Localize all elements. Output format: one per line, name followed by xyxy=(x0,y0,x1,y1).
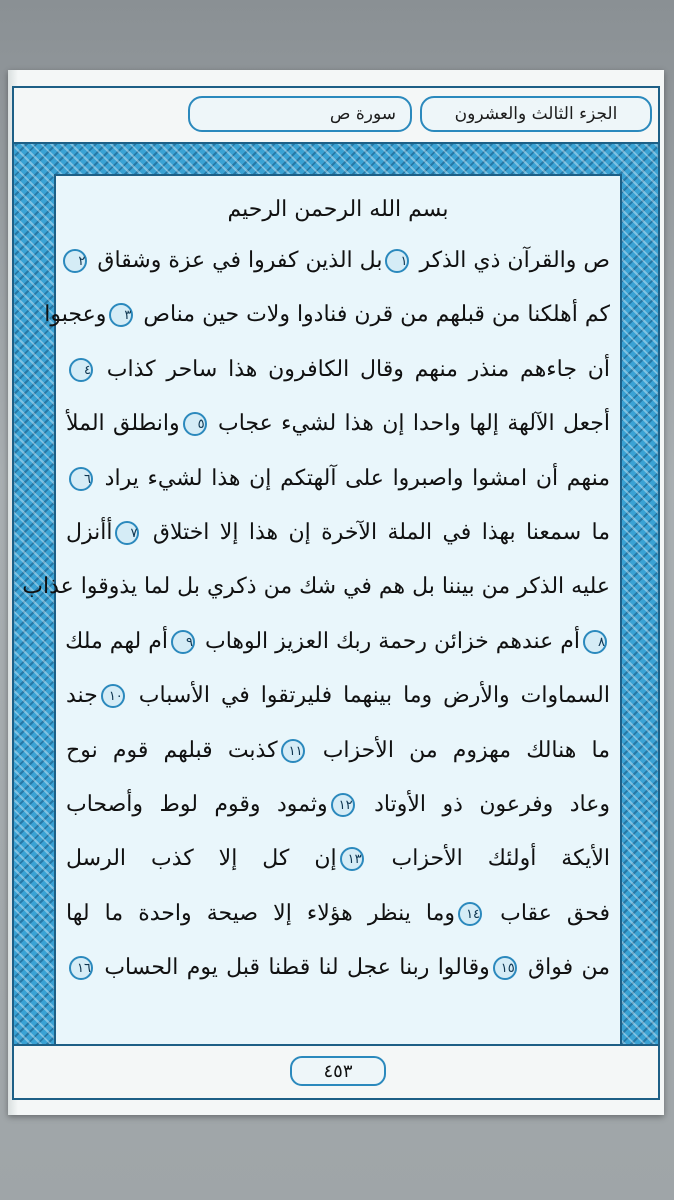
verse-line xyxy=(44,288,610,342)
juz-title: الجزء الثالث والعشرون xyxy=(420,96,652,132)
verse-line xyxy=(66,234,610,288)
verse-line xyxy=(66,669,610,723)
verse-line xyxy=(66,343,610,397)
ayah-number-marker: ١٥ xyxy=(493,956,517,980)
ayah-number-marker: ١٦ xyxy=(69,956,93,980)
verse-text: وعاد وفرعون ذو الأوتاد xyxy=(357,791,610,817)
verse-text: أم لهم ملك xyxy=(65,628,168,654)
ayah-number-marker: ٦ xyxy=(69,467,93,491)
verse-text: منهم أن امشوا واصبروا على آلهتكم إن هذا لشيء يراد xyxy=(96,465,610,491)
verse-lines xyxy=(22,234,611,995)
verse-line xyxy=(66,778,610,832)
verse-line xyxy=(66,615,610,669)
verse-line xyxy=(66,832,610,886)
ayah-number-marker: ١١ xyxy=(281,739,305,763)
verse-text: فحق عقاب xyxy=(485,900,610,926)
verse-line xyxy=(66,724,610,778)
verse-line xyxy=(66,887,610,941)
verse-text: بل الذين كفروا في عزة وشقاق xyxy=(90,248,383,273)
ayah-number-marker: ٩ xyxy=(171,630,195,654)
verse-text: وثمود وقوم لوط وأصحاب xyxy=(66,791,328,817)
verse-text: وقالوا ربنا عجل لنا قطنا قبل يوم الحساب xyxy=(96,955,490,981)
verse-line xyxy=(66,452,610,506)
ayah-number-marker: ٣ xyxy=(109,303,133,327)
verse-text: عليه الذكر من بيننا بل هم في شك من ذكري بل لما يذوقوا عذاب xyxy=(22,574,610,600)
verse-text: أجعل الآلهة إلها واحدا إن هذا لشيء عجاب xyxy=(209,411,610,437)
ornamental-frame xyxy=(12,86,660,1100)
verse-text: ما هنالك مهزوم من الأحزاب xyxy=(307,737,611,763)
verse-text: ما سمعنا بهذا في الملة الآخرة إن هذا إلا اختلاق xyxy=(142,519,610,545)
ayah-number-marker: ٢ xyxy=(63,249,87,273)
ayah-number-marker: ١٠ xyxy=(101,684,125,708)
page-header xyxy=(14,88,658,144)
verse-text: وعجبوا xyxy=(44,302,107,328)
verse-text: ص والقرآن ذي الذكر xyxy=(412,248,610,273)
ayah-number-marker: ١ xyxy=(385,249,409,273)
quran-text-panel xyxy=(22,174,622,1050)
ayah-number-marker: ٤ xyxy=(69,358,93,382)
verse-text: الأيكة أولئك الأحزاب xyxy=(366,846,610,872)
verse-text: كذبت قبلهم قوم نوح xyxy=(66,737,278,763)
verse-text: وانطلق الملأ xyxy=(66,411,180,437)
ayah-number-marker: ١٤ xyxy=(458,902,482,926)
verse-text: أن جاءهم منذر منهم وقال الكافرون هذا ساحر كذاب xyxy=(96,356,610,382)
verse-line xyxy=(66,506,610,560)
surah-title: سورة ص xyxy=(188,96,412,132)
verse-text: إن كل إلا كذب الرسل xyxy=(66,846,337,872)
page-footer xyxy=(14,1044,658,1098)
verse-line xyxy=(66,397,610,451)
ayah-number-marker: ٨ xyxy=(583,630,607,654)
ayah-number-marker: ١٢ xyxy=(331,793,355,817)
page-number: ٤٥٣ xyxy=(290,1056,386,1086)
verse-text: من فواق xyxy=(519,955,610,981)
ayah-number-marker: ٥ xyxy=(183,412,207,436)
basmala: بسم الله الرحمن الرحيم xyxy=(227,196,449,222)
verse-text: السماوات والأرض وما بينهما فليرتقوا في الأسباب xyxy=(127,683,610,709)
verse-text: جند xyxy=(66,683,98,709)
verse-line xyxy=(22,560,610,614)
verse-text: أأنزل xyxy=(66,519,113,545)
verse-text: وما ينظر هؤلاء إلا صيحة واحدة ما لها xyxy=(66,900,456,926)
verse-line xyxy=(66,941,610,995)
verse-text: أم عندهم خزائن رحمة ربك العزيز الوهاب xyxy=(197,628,580,654)
verse-text: كم أهلكنا من قبلهم من قرن فنادوا ولات حين مناص xyxy=(136,302,610,328)
ayah-number-marker: ١٣ xyxy=(340,847,364,871)
ayah-number-marker: ٧ xyxy=(115,521,139,545)
